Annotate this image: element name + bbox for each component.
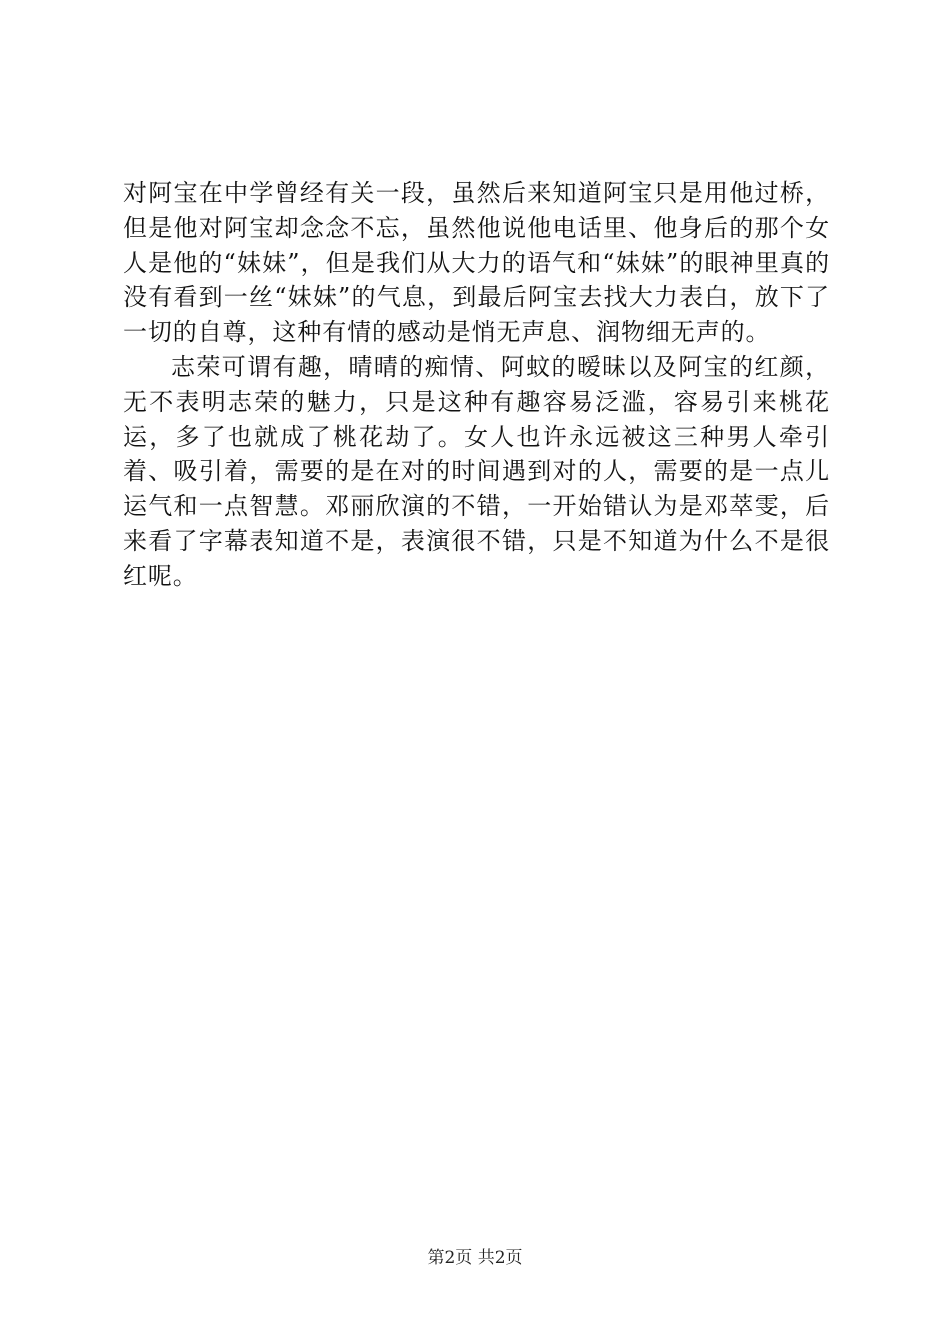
paragraph-1: 对阿宝在中学曾经有关一段，虽然后来知道阿宝只是用他过桥，但是他对阿宝却念念不忘，虽然他说他电话里、他身后的那个女人是他的“妹妹”，但是我们从大力的语气和“妹妹”的眼神里真的没有看到一丝“妹妹”的气息，到最后阿宝去找大力表白，放下了一切的自尊，这种有情的感动是悄无声息、润物细无声的。 [123,179,830,347]
page-footer: 第2页 共2页 [427,1248,523,1268]
document-body [123,176,830,594]
paragraph-2: 志荣可谓有趣，晴晴的痴情、阿蚊的暧昧以及阿宝的红颜，无不表明志荣的魅力，只是这种有趣容易泛滥，容易引来桃花运，多了也就成了桃花劫了。女人也许永远被这三种男人牵引着、吸引着，需要的是在对的时间遇到对的人，需要的是一点儿运气和一点智慧。邓丽欣演的不错，一开始错认为是邓萃雯，后来看了字幕表知道不是，表演很不错，只是不知道为什么不是很红呢。 [123,352,830,590]
